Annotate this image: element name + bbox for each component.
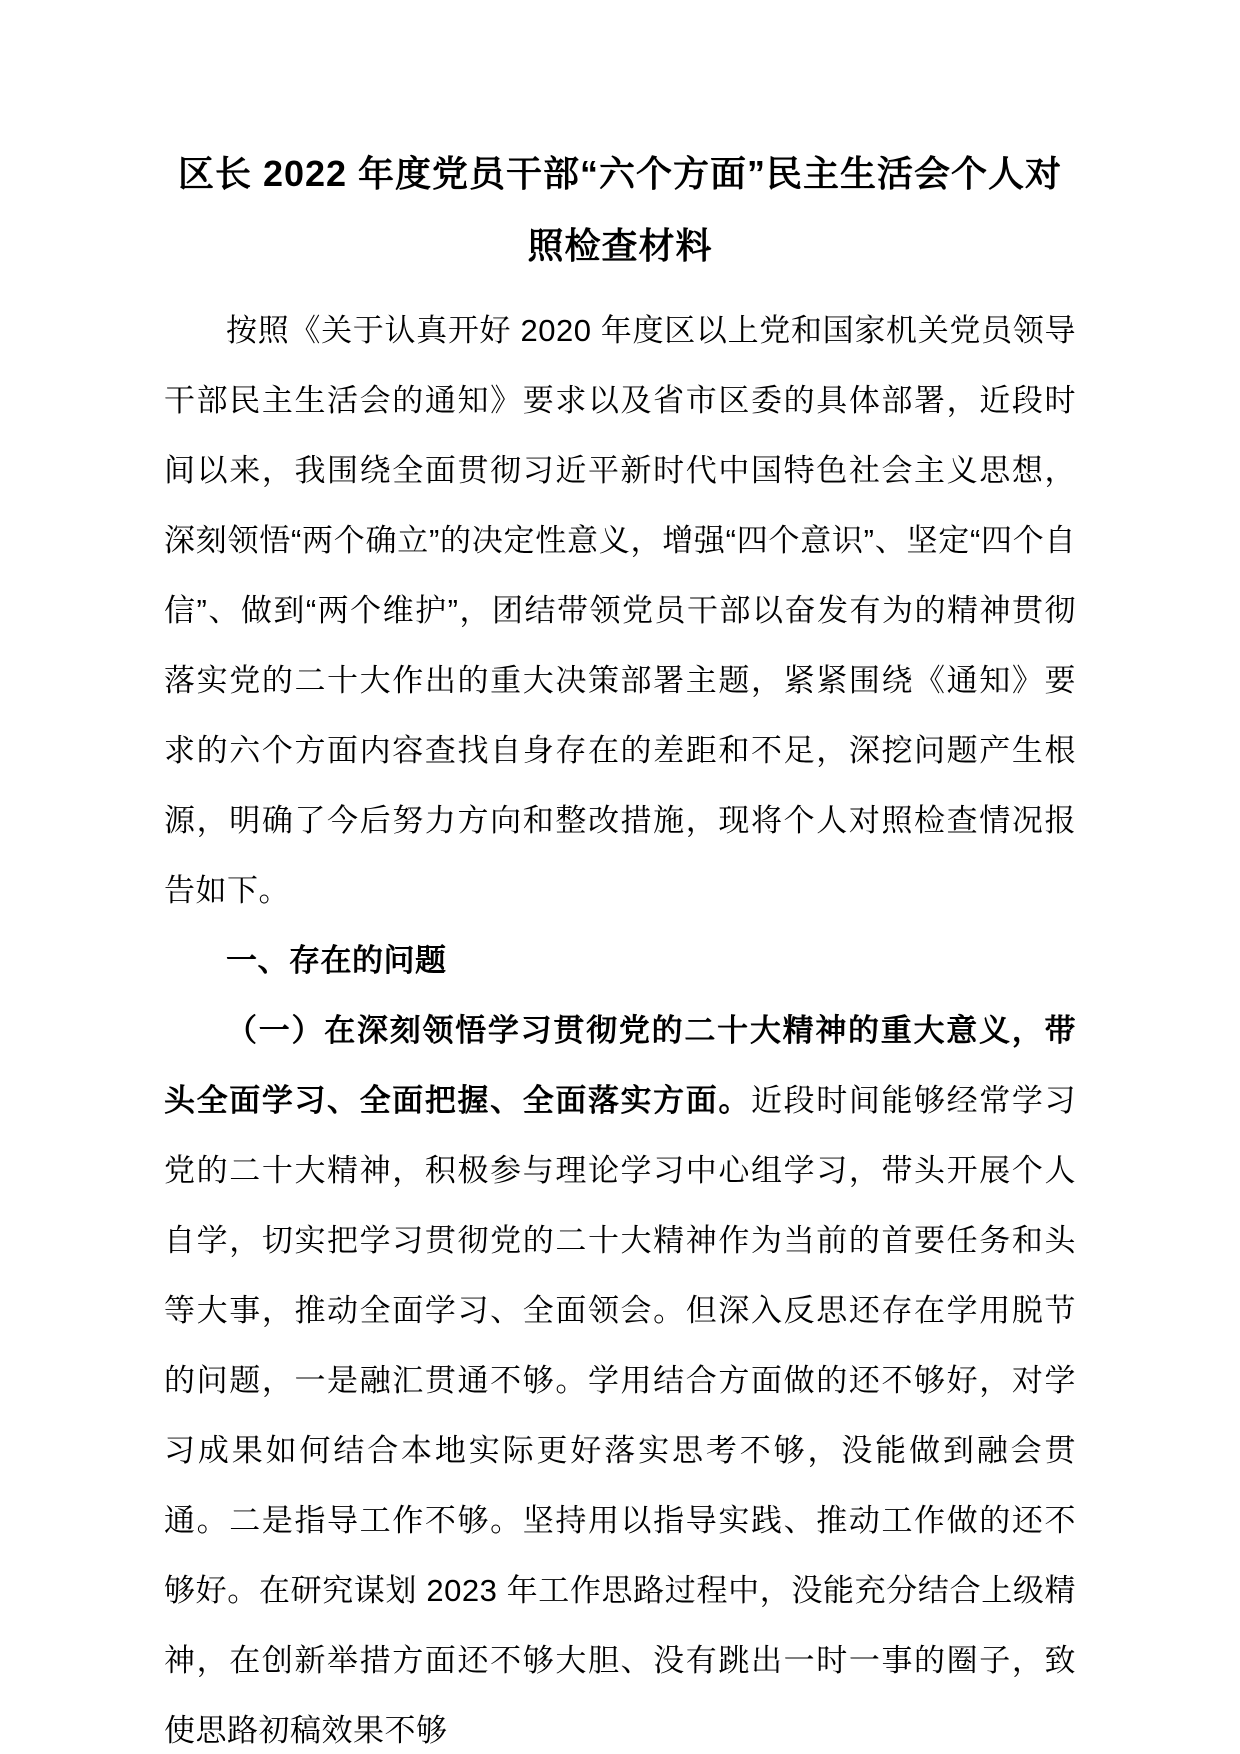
item1-body-text: 近段时间能够经常学习党的二十大精神，积极参与理论学习中心组学习，带头开展个人自学，切实把学习贯彻党的二十大精神作为当前的首要任务和头等大事，推动全面学习、全面领会。但深入反思还存在学用脱节的问题，一是融汇贯通不够。学用结合方面做的还不够好，对学习成果如何结合本地实际更好落实思考不够，没能做到融会贯通。二是指导工作不够。坚持用以指导实践、推动工作做的还不够好。在研究谋划 2023 年工作思路过程中，没能充分结合上级精神，在创新举措方面还不够大胆、没有跳出一时一事的圈子，致使思路初稿效果不够 xyxy=(164,1083,1076,1748)
section-heading: 一、存在的问题 xyxy=(226,943,447,978)
intro-paragraph: 按照《关于认真开好 2020 年度区以上党和国家机关党员领导干部民主生活会的通知》要求以及省市区委的具体部署，近段时间以来，我围绕全面贯彻习近平新时代中国特色社会主义思想，深刻领悟“两个确立”的决定性意义，增强“四个意识”、坚定“四个自信”、做到“两个维护”，团结带领党员干部以奋发有为的精神贯彻落实党的二十大作出的重大决策部署主题，紧紧围绕《通知》要求的六个方面内容查找自身存在的差距和不足，深挖问题产生根源，明确了今后努力方向和整改措施，现将个人对照检查情况报告如下。 xyxy=(164,313,1076,908)
item1-lead-text: （一）在深刻领悟学习贯彻党的二十大精神的重大意义，带头全面学习、全面把握、全面落实方面。 xyxy=(164,1013,1076,1118)
item1-paragraph xyxy=(164,996,1076,1754)
document-title: 区长 2022 年度党员干部“六个方面”民主生活会个人对照检查材料 xyxy=(177,153,1063,266)
